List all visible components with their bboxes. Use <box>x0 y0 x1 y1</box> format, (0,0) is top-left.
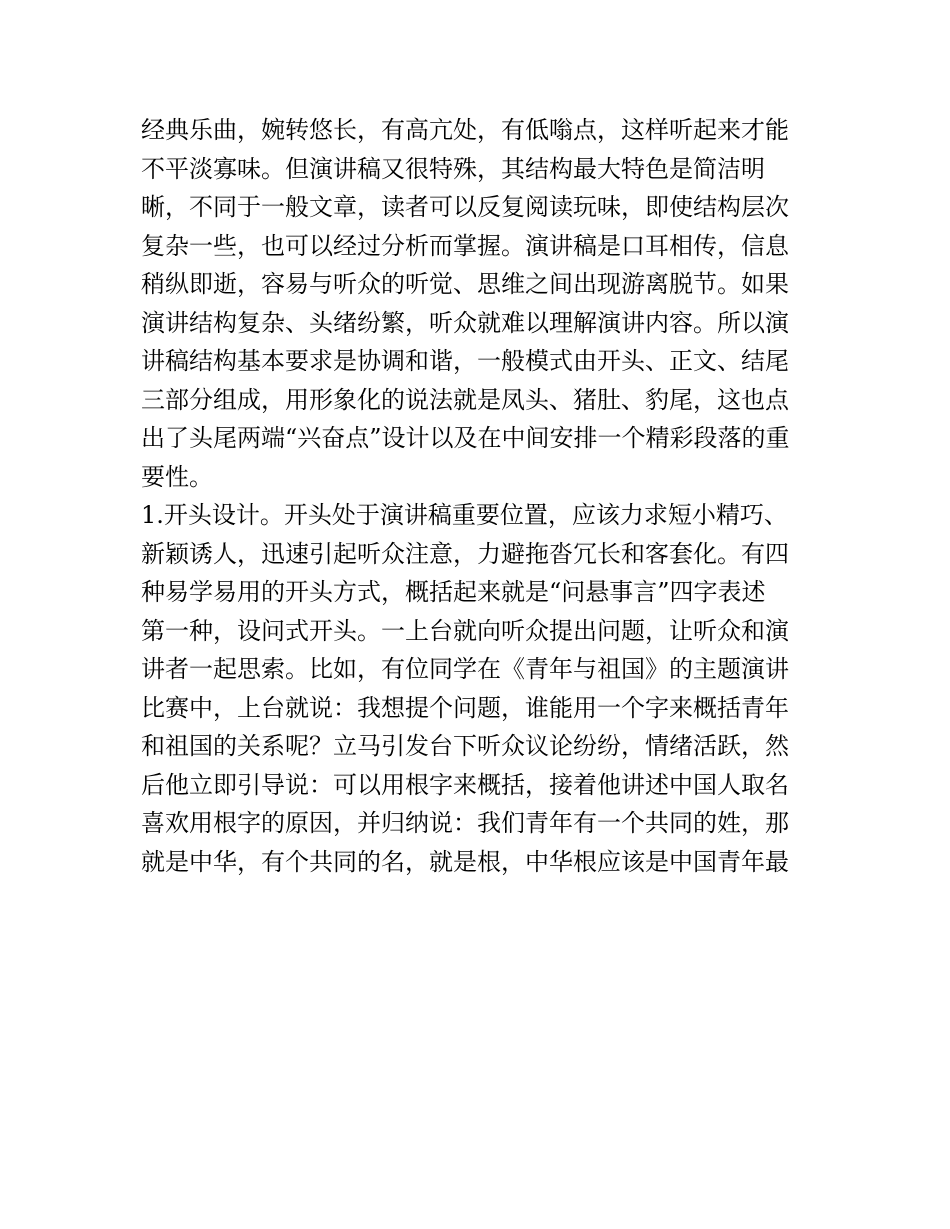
text-line: 三部分组成，用形象化的说法就是凤头、猪肚、豹尾，这也点 <box>141 385 789 414</box>
text-line: 种易学易用的开头方式，概括起来就是“问悬事言”四字表述 <box>141 578 766 606</box>
text-line: 后他立即引导说：可以用根字来概括，接着他讲述中国人取名 <box>141 770 789 799</box>
text-line: 讲稿结构基本要求是协调和谐，一般模式由开头、正文、结尾 <box>141 347 789 375</box>
text-line: 稍纵即逝，容易与听众的听觉、思维之间出现游离脱节。如果 <box>141 270 789 298</box>
text-line: 经典乐曲，婉转悠长，有高亢处，有低嗡点，这样听起来才能 <box>141 116 789 144</box>
text-line: 比赛中，上台就说：我想提个问题，谁能用一个字来概括青年 <box>141 693 789 722</box>
text-line: 要性。 <box>141 462 213 491</box>
text-line: 就是中华，有个共同的名，就是根，中华根应该是中国青年最 <box>141 847 789 876</box>
text-line: 晰，不同于一般文章，读者可以反复阅读玩味，即使结构层次 <box>141 193 789 221</box>
text-line: 新颖诱人，迅速引起听众注意，力避拖沓冗长和客套化。有四 <box>141 539 789 568</box>
text-line: 讲者一起思索。比如，有位同学在《青年与祖国》的主题演讲 <box>141 655 789 683</box>
text-line: 第一种，设问式开头。一上台就向听众提出问题，让听众和演 <box>141 616 789 645</box>
text-line: 演讲结构复杂、头绪纷繁，听众就难以理解演讲内容。所以演 <box>141 308 789 337</box>
text-line: 不平淡寡味。但演讲稿又很特殊，其结构最大特色是简洁明 <box>141 154 765 183</box>
text-line: 和祖国的关系呢？立马引发台下听众议论纷纷，情绪活跃，然 <box>141 732 789 760</box>
text-line: 喜欢用根字的原因，并归纳说：我们青年有一个共同的姓，那 <box>141 809 789 837</box>
text-line: 复杂一些，也可以经过分析而掌握。演讲稿是口耳相传，信息 <box>141 231 789 260</box>
text-line: 1.开头设计。开头处于演讲稿重要位置，应该力求短小精巧、 <box>141 501 788 529</box>
text-line: 出了头尾两端“兴奋点”设计以及在中间安排一个精彩段落的重 <box>141 424 790 452</box>
body-text <box>141 111 821 881</box>
